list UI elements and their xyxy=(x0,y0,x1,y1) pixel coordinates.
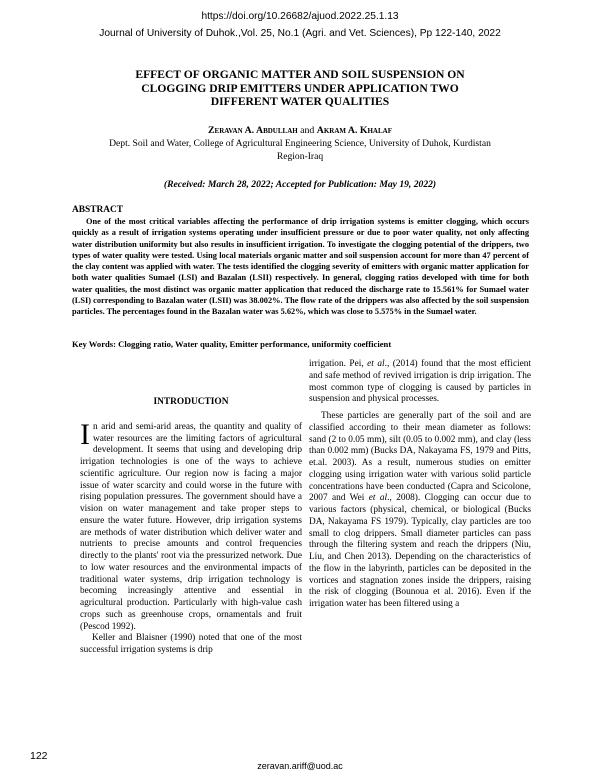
intro-paragraph-1 xyxy=(80,417,302,634)
keywords: Key Words: Clogging ratio, Water quality, Emitter performance, uniformity coefficient xyxy=(72,339,392,349)
intro-paragraph-2: Keller and Blaisner (1990) noted that one of the most successful irrigation systems is drip xyxy=(80,633,302,655)
authors-and: and xyxy=(297,125,317,136)
author-1: Zeravan A. Abdullah xyxy=(207,125,298,136)
doi-link[interactable]: https://doi.org/10.26682/ajuod.2022.25.1.13 xyxy=(201,11,399,22)
introduction-heading: INTRODUCTION xyxy=(153,397,229,407)
left-column xyxy=(80,397,302,657)
right-p2-text-b: ., 2008). Clogging can occur due to various factors (physical, chemical, or biological (Bucks DA, Nakayama FS 1979). Typically, clay particles are too small to clog drippers. Small diameter particles can pass through the filtering system and reach the drippers (Niu, Liu, and Chen 2013). Depending on the characteristics of the flow in the labyrinth, particles can be deposited in the vortices and stagnation zones inside the drippers, raising the risk of clogging (Bounoua et al. 2016). Even if the irrigation water has been filtered using a xyxy=(309,493,532,609)
abstract-text: One of the most critical variables affecting the performance of drip irrigation systems is emitter clogging, which occurs quickly as a result of irrigation systems operating under insufficient pressure or due to poor water quality, not only affecting water distribution uniformity but also results in insufficient irrigation. To investigate the clogging potential of the drippers, two types of water quality were tested. Using local materials organic matter and soil suspension account for more than 47 percent of the clay content was applied with water. The tests identified the clogging severity of emitters with organic matter application for both water qualities Sumael (LSI) and Bazalan (LSII) respectively. In general, clogging ratios developed with time for both water qualities, the most distinct was organic matter application that reduced the discharge rate to 15.561% for Sumael water (LSI) corresponding to Bazalan water (LSII) was 38.002%. The flow rate of the drippers was also affected by the soil suspension particles. The percentages found in the Bazalan water was 5.62%, which was close to 5.575% in the Sumael water. xyxy=(72,217,529,316)
author-2: Akram A. Khalaf xyxy=(316,125,392,136)
right-p1-etal: et al xyxy=(367,359,385,369)
right-p2-etal: et al xyxy=(368,493,388,504)
right-p1-text-a: irrigation. Pei, xyxy=(309,359,368,369)
right-column xyxy=(309,359,531,611)
authors xyxy=(0,125,600,137)
title-line-1: EFFECT OF ORGANIC MATTER AND SOIL SUSPENSION ON xyxy=(135,68,465,81)
affiliation: Dept. Soil and Water, College of Agricultural Engineering Science, University of Duhok, Kurdistan Region-Iraq xyxy=(109,138,491,162)
page-number: 122 xyxy=(30,750,48,762)
intro-paragraph-1-text: n arid and semi-arid areas, the quantity and quality of water resources are the limiting factors of agricultural development. It seems that using and developing drip irrigation technologies is one of the ways to achieve scientific agriculture. Our region now is facing a major issue of water scarcity and could worse in the future with rising population pressures. The government should have a vision on water management and take proper steps to ensure the water future. However, drip irrigation systems are methods of water distribution which deliver water and nutrients to precise amounts and control frequencies directly to the plants' root via the pressurized network. Due to low water resources and the environmental impacts of traditional water systems, drip irrigation technology is becoming increasingly attentive and essential in agricultural production. Particularly with high-value cash crops such as greenhouse crops, ornamentals and fruit (Pescod 1992). xyxy=(80,421,302,632)
right-p2-text-a: These particles are generally part of the soil and are classified according to their mean diameter as follows: sand (2 to 0.05 mm), silt (0.05 to 0.002 mm), and clay (less than 0.002 mm) (Bucks DA, Nakayama FS, 1979 and Pitts, et.al. 2003). As a result, numerous studies on emitter clogging using irrigation water with various solid particle concentrations have been conducted (Capra and Scicolone, 2007 and Wei xyxy=(309,411,531,504)
right-p1-text-b: ., (2014) found that the most efficient and safe method of revived irrigation is drip irrigation. The most common type of clogging is caused by particles in suspension and physical processes. xyxy=(309,359,532,405)
title-line-2: CLOGGING DRIP EMITTERS UNDER APPLICATION TWO xyxy=(141,81,459,95)
footer-email[interactable]: zeravan.ariff@uod.ac xyxy=(257,761,343,771)
abstract-heading: ABSTRACT xyxy=(72,205,124,215)
journal-citation: Journal of University of Duhok.,Vol. 25, No.1 (Agri. and Vet. Sciences), Pp 122-140, 2022 xyxy=(99,28,501,39)
right-paragraph-2 xyxy=(309,411,531,611)
right-paragraph-1 xyxy=(309,359,531,406)
received-dates: (Received: March 28, 2022; Accepted for Publication: May 19, 2022) xyxy=(163,179,437,190)
paper-title xyxy=(90,68,510,109)
drop-cap: I xyxy=(80,417,90,451)
title-line-3: DIFFERENT WATER QUALITIES xyxy=(210,95,390,108)
